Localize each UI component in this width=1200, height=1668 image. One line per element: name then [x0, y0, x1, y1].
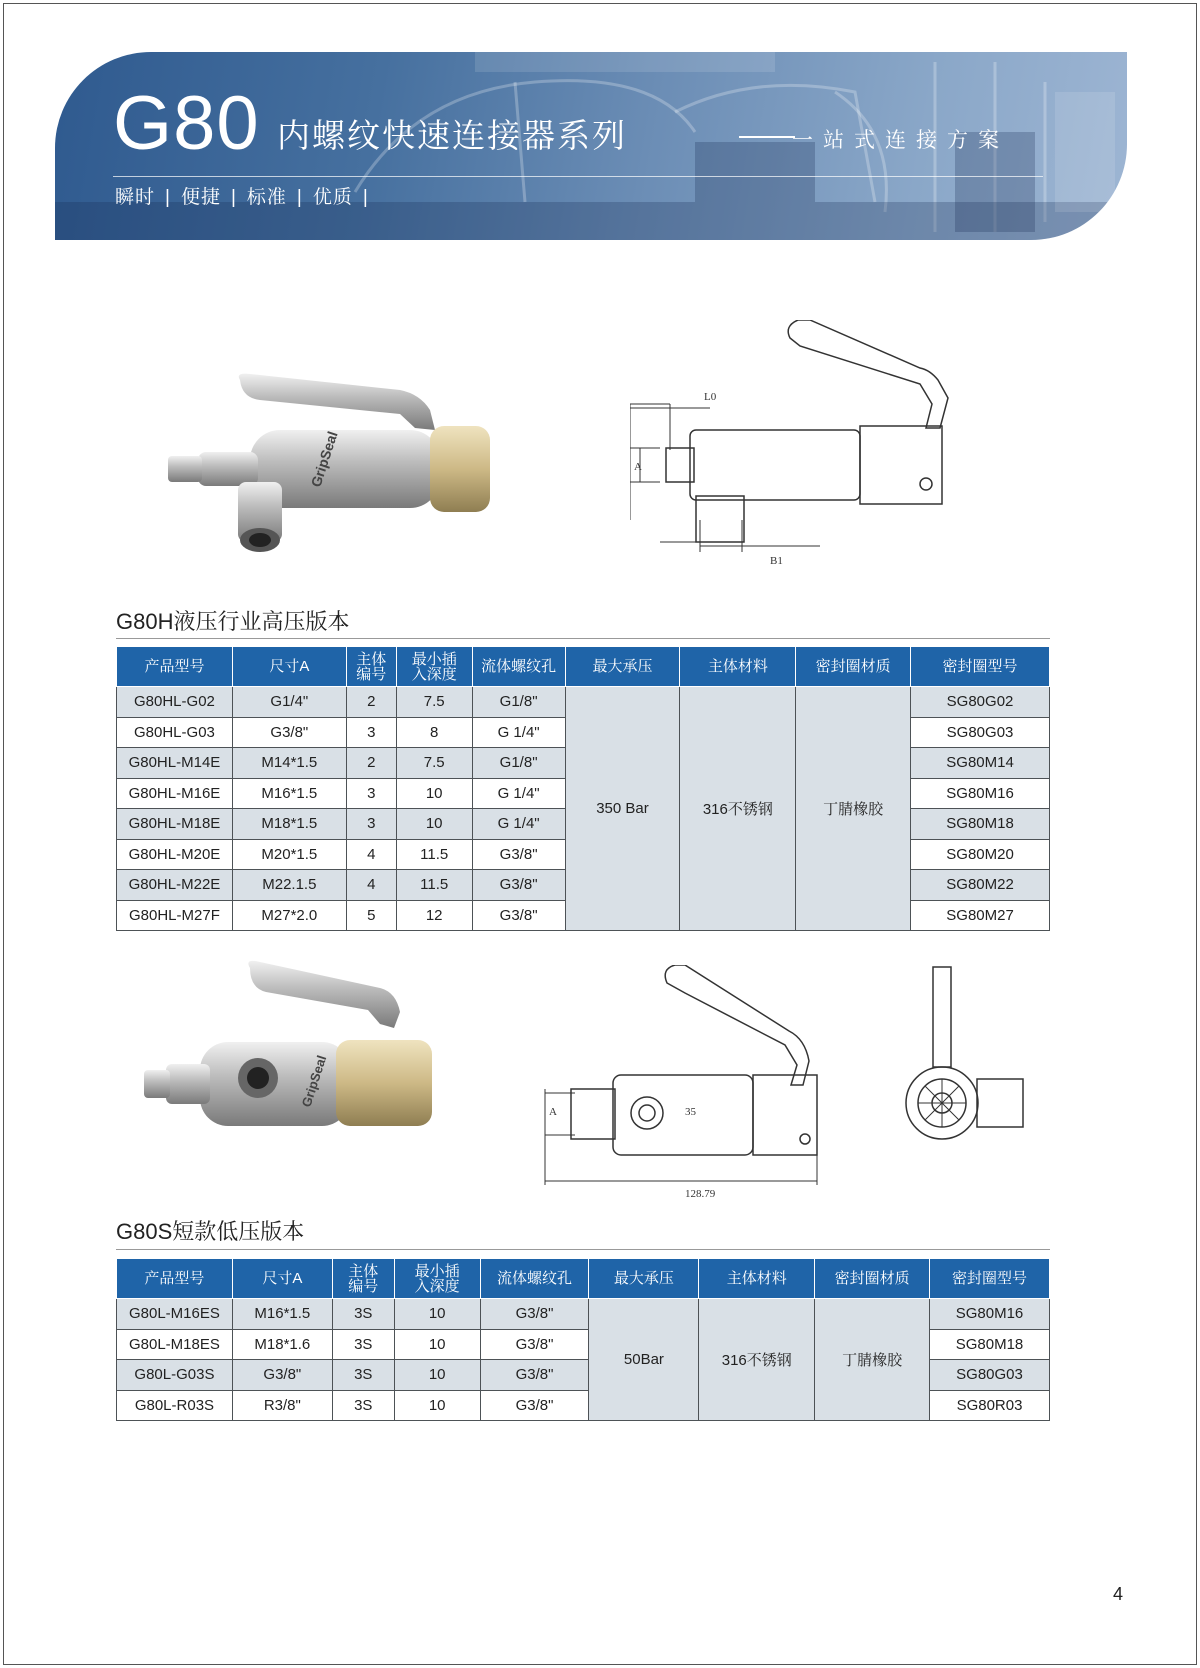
g80s-technical-drawing: [535, 965, 855, 1205]
table-cell: G80HL-M14E: [117, 748, 233, 779]
series-name: G80: [113, 81, 260, 166]
header-banner: [55, 52, 1127, 240]
table-cell: G3/8": [480, 1390, 589, 1421]
column-header: 最大承压: [565, 647, 680, 687]
table-cell: G80HL-M22E: [117, 870, 233, 901]
g80s-spec-table: [116, 1258, 1050, 1421]
column-header: 尺寸A: [232, 647, 346, 687]
table-cell: G80HL-M20E: [117, 839, 233, 870]
series-title: 内螺纹快速连接器系列: [277, 117, 627, 154]
column-header: 主体材料: [680, 647, 796, 687]
table-cell: G3/8": [480, 1329, 589, 1360]
table-cell: G3/8": [472, 900, 565, 931]
merged-cell-seal-material: 丁腈橡胶: [815, 1299, 930, 1421]
column-header: 主体 编号: [346, 647, 396, 687]
table-cell: 8: [396, 717, 472, 748]
table-cell: G3/8": [480, 1299, 589, 1330]
column-header: 主体材料: [699, 1259, 815, 1299]
table-cell: G1/4": [232, 687, 346, 718]
table-cell: 3S: [332, 1390, 394, 1421]
section-s-title: G80S短款低压版本: [116, 1219, 305, 1244]
table-cell: G80HL-M27F: [117, 900, 233, 931]
table-cell: G3/8": [480, 1360, 589, 1391]
g80h-technical-drawing: [630, 320, 1020, 580]
table-cell: 11.5: [396, 839, 472, 870]
merged-cell-material: 316不锈钢: [680, 687, 796, 931]
table-cell: 3: [346, 809, 396, 840]
table-cell: 3S: [332, 1329, 394, 1360]
merged-cell-pressure: 50Bar: [589, 1299, 699, 1421]
seal-model-cell: SG80R03: [930, 1390, 1050, 1421]
table-cell: M22.1.5: [232, 870, 346, 901]
column-header: 产品型号: [117, 1259, 233, 1299]
table-cell: 5: [346, 900, 396, 931]
column-header: 尺寸A: [232, 1259, 332, 1299]
table-cell: G 1/4": [472, 778, 565, 809]
table-cell: 3S: [332, 1360, 394, 1391]
seal-model-cell: SG80M14: [911, 748, 1050, 779]
table-cell: M20*1.5: [232, 839, 346, 870]
table-cell: M14*1.5: [232, 748, 346, 779]
g80s-product-photo: [140, 958, 450, 1148]
table-cell: 4: [346, 839, 396, 870]
column-header: 最小插 入深度: [394, 1259, 480, 1299]
table-cell: M18*1.5: [232, 809, 346, 840]
dim-b1: B1: [770, 555, 783, 567]
table-cell: 11.5: [396, 870, 472, 901]
table-cell: R3/8": [232, 1390, 332, 1421]
merged-cell-seal-material: 丁腈橡胶: [796, 687, 911, 931]
column-header: 流体螺纹孔: [472, 647, 565, 687]
dim-a: A: [634, 461, 642, 473]
table-cell: 3: [346, 717, 396, 748]
g80h-spec-table: [116, 646, 1050, 931]
table-cell: G80L-M16ES: [117, 1299, 233, 1330]
table-cell: G80L-R03S: [117, 1390, 233, 1421]
table-cell: G3/8": [472, 870, 565, 901]
table-cell: 7.5: [396, 748, 472, 779]
table-cell: 3S: [332, 1299, 394, 1330]
table-cell: 2: [346, 748, 396, 779]
column-header: 密封圈型号: [930, 1259, 1050, 1299]
seal-model-cell: SG80M16: [930, 1299, 1050, 1330]
g80h-product-photo: [160, 370, 540, 560]
banner-divider: [113, 176, 1043, 177]
column-header: 密封圈型号: [911, 647, 1050, 687]
table-header-row: [117, 647, 1050, 687]
table-cell: 10: [396, 809, 472, 840]
table-cell: M16*1.5: [232, 778, 346, 809]
table-cell: 7.5: [396, 687, 472, 718]
seal-model-cell: SG80M22: [911, 870, 1050, 901]
g80s-end-view-drawing: [905, 965, 1035, 1155]
dim-a-2: A: [549, 1106, 557, 1118]
section-h-title: G80H液压行业高压版本: [116, 609, 350, 634]
tag-4: 优质: [312, 187, 353, 208]
seal-model-cell: SG80M27: [911, 900, 1050, 931]
table-cell: G1/8": [472, 748, 565, 779]
table-row: [117, 687, 1050, 718]
dim-diameter: 35: [685, 1106, 696, 1118]
slogan: 一站式连接方案: [792, 129, 1009, 152]
table-cell: G80L-G03S: [117, 1360, 233, 1391]
table-cell: G3/8": [232, 1360, 332, 1391]
merged-cell-material: 316不锈钢: [699, 1299, 815, 1421]
feature-tags: 瞬时 | 便捷 | 标准 | 优质 |: [115, 187, 369, 208]
table-cell: 10: [396, 778, 472, 809]
brand-mark-2: GripSeal: [298, 1053, 330, 1109]
table-row: [117, 1299, 1050, 1330]
seal-model-cell: SG80G03: [911, 717, 1050, 748]
table-cell: 10: [394, 1390, 480, 1421]
table-cell: G80HL-G03: [117, 717, 233, 748]
table-cell: G80HL-G02: [117, 687, 233, 718]
seal-model-cell: SG80M18: [911, 809, 1050, 840]
seal-model-cell: SG80G02: [911, 687, 1050, 718]
column-header: 流体螺纹孔: [480, 1259, 589, 1299]
seal-model-cell: SG80M18: [930, 1329, 1050, 1360]
dim-l0: L0: [704, 391, 717, 403]
column-header: 最小插 入深度: [396, 647, 472, 687]
dim-length: 128.79: [685, 1188, 716, 1200]
table-cell: G80L-M18ES: [117, 1329, 233, 1360]
table-cell: G80HL-M16E: [117, 778, 233, 809]
column-header: 密封圈材质: [796, 647, 911, 687]
seal-model-cell: SG80G03: [930, 1360, 1050, 1391]
brand-mark-1: GripSeal: [307, 429, 341, 489]
table-cell: G3/8": [232, 717, 346, 748]
seal-model-cell: SG80M20: [911, 839, 1050, 870]
seal-model-cell: SG80M16: [911, 778, 1050, 809]
column-header: 密封圈材质: [815, 1259, 930, 1299]
table-cell: G1/8": [472, 687, 565, 718]
section-s-rule: [116, 1249, 1050, 1250]
tag-1: 瞬时: [115, 187, 156, 208]
table-cell: 12: [396, 900, 472, 931]
table-cell: M27*2.0: [232, 900, 346, 931]
tag-2: 便捷: [180, 187, 221, 208]
table-cell: G80HL-M18E: [117, 809, 233, 840]
table-header-row: [117, 1259, 1050, 1299]
tag-3: 标准: [246, 187, 287, 208]
table-cell: 3: [346, 778, 396, 809]
table-cell: G3/8": [472, 839, 565, 870]
table-cell: M18*1.6: [232, 1329, 332, 1360]
column-header: 产品型号: [117, 647, 233, 687]
table-cell: 4: [346, 870, 396, 901]
column-header: 最大承压: [589, 1259, 699, 1299]
table-cell: 10: [394, 1329, 480, 1360]
table-cell: 10: [394, 1299, 480, 1330]
column-header: 主体 编号: [332, 1259, 394, 1299]
table-cell: 2: [346, 687, 396, 718]
page-number: 4: [1113, 1584, 1124, 1604]
slogan-rule: [739, 136, 795, 138]
table-cell: G 1/4": [472, 717, 565, 748]
table-cell: M16*1.5: [232, 1299, 332, 1330]
merged-cell-pressure: 350 Bar: [565, 687, 680, 931]
table-cell: G 1/4": [472, 809, 565, 840]
section-h-rule: [116, 638, 1050, 639]
table-cell: 10: [394, 1360, 480, 1391]
